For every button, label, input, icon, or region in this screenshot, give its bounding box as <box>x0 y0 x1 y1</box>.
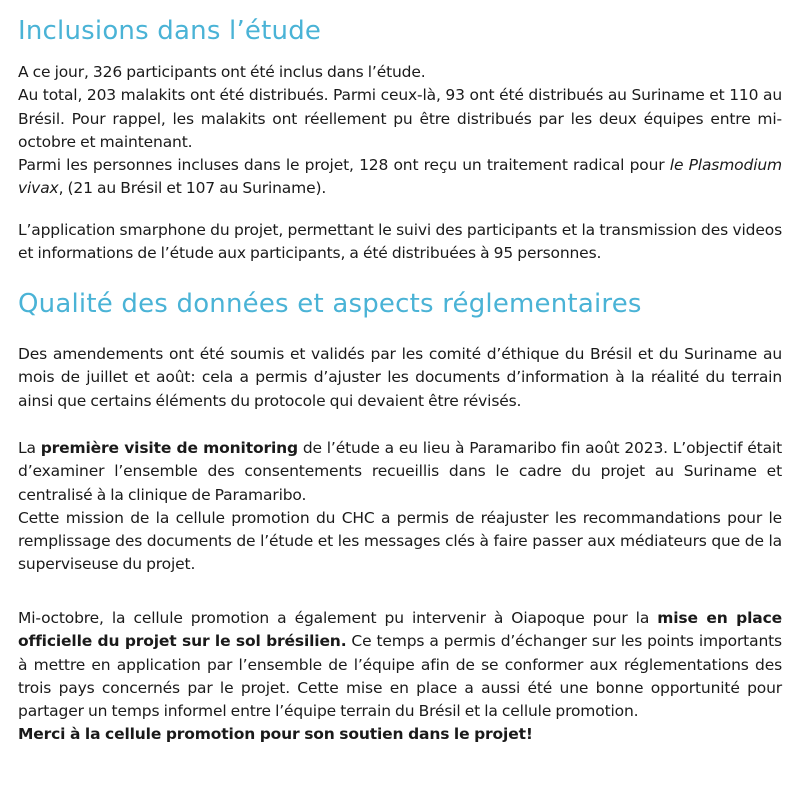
monitoring-intro: La <box>18 439 41 457</box>
oiapoque-text: Ce temps a permis d’échanger sur les points importants à mettre en application par l’ensemble de l’équipe afin de se conformer aux réglementations des trois pays concernés par le projet. Cette mise en place a aussi été une bonne opportunité pour partager un temps informel entre l’équipe terrain du Brésil et la cellule promotion. <box>18 632 782 721</box>
monitoring-paragraph <box>18 437 782 577</box>
oiapoque-paragraph <box>18 607 782 747</box>
participants-sentence: A ce jour, 326 participants ont été inclus dans l’étude. <box>18 63 426 81</box>
treatment-sentence <box>18 154 782 201</box>
app-sentence: L’application smarphone du projet, permettant le suivi des participants et la transmission des videos et informations de l’étude aux participants, a été distribuées à 95 personnes. <box>18 221 782 263</box>
treatment-text: Parmi les personnes incluses dans le projet, 128 ont reçu un traitement radical pour <box>18 156 670 175</box>
oiapoque-highlight: mise en place officielle du projet sur le sol brésilien. <box>18 609 782 651</box>
thanks-text: Merci à la cellule promotion pour son soutien dans le projet! <box>18 725 533 744</box>
amendments-text: Des amendements ont été soumis et validés par les comité d’éthique du Brésil et du Suriname au mois de juillet et août: cela a permis d’ajuster les documents d’information à la réalité du terrain ainsi que certains éléments du protocole qui devaient être révisés. <box>18 345 782 410</box>
oiapoque-intro: Mi-octobre, la cellule promotion a également pu intervenir à Oiapoque pour la <box>18 609 658 627</box>
section-title-inclusions: Inclusions dans l’étude <box>18 16 322 46</box>
oiapoque-sentence <box>18 607 782 723</box>
monitoring-text: de l’étude a eu lieu à Paramaribo fin août 2023. L’objectif était d’examiner l’ensemble des consentements recueillis dans le cadre du projet au Suriname et centralisé à la clinique de Paramaribo. <box>18 439 783 504</box>
species-name: le Plasmodium vivax <box>18 156 782 198</box>
inclusions-paragraph <box>18 61 782 201</box>
monitoring-highlight: première visite de monitoring <box>40 439 298 457</box>
amendments-paragraph <box>18 343 782 413</box>
mission-sentence: Cette mission de la cellule promotion du CHC a permis de réajuster les recommandations pour le remplissage des documents de l’étude et les messages clés à faire passer aux médiateurs que de la superviseuse du projet. <box>18 508 782 574</box>
section-title-qualite: Qualité des données et aspects réglementaires <box>18 289 642 319</box>
treatment-breakdown: , (21 au Brésil et 107 au Suriname). <box>58 179 327 198</box>
monitoring-sentence <box>18 437 782 507</box>
malakits-sentence: Au total, 203 malakits ont été distribués. Parmi ceux-là, 93 ont été distribués au Suriname et 110 au Brésil. Pour rappel, les malakits ont réellement pu être distribués par les deux équipes entre mi-octobre et maintenant. <box>18 86 782 151</box>
app-paragraph <box>18 219 782 266</box>
thanks-sentence <box>18 723 782 746</box>
